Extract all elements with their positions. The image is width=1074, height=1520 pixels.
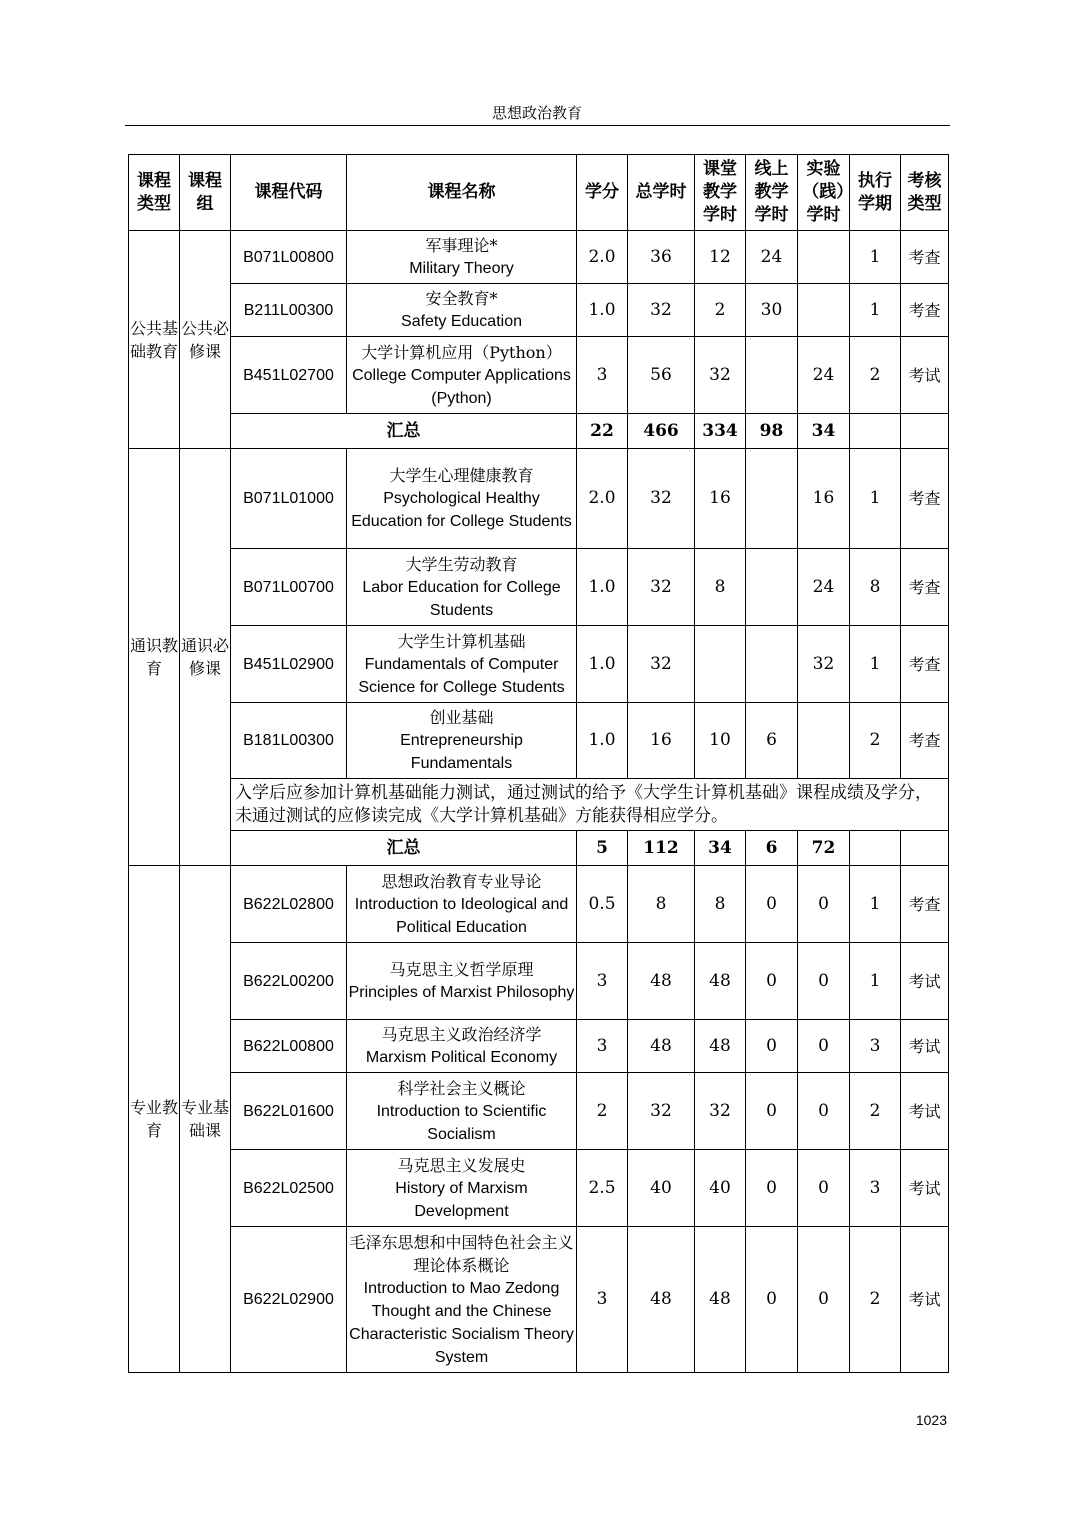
course-credit: 3 (577, 943, 628, 1020)
course-class: 48 (695, 943, 746, 1020)
course-lab: 24 (798, 337, 850, 414)
course-group-cell: 公共必修课 (180, 231, 231, 449)
course-lab (798, 231, 850, 284)
header-rule (125, 125, 950, 126)
course-total: 48 (628, 1020, 695, 1073)
course-type-cell: 通识教育 (129, 449, 180, 866)
course-credit: 2.0 (577, 449, 628, 549)
course-name-en: Introduction to Scientific Socialism (376, 1102, 547, 1143)
table-row (129, 866, 949, 943)
course-class: 32 (695, 1073, 746, 1150)
col-header: 课程类型 (129, 155, 180, 231)
course-class: 10 (695, 703, 746, 779)
course-lab: 0 (798, 1227, 850, 1373)
col-header: 总学时 (628, 155, 695, 231)
total-class: 34 (695, 831, 746, 866)
table-row (129, 449, 949, 549)
course-total: 48 (628, 1227, 695, 1373)
total-lab: 34 (798, 414, 850, 449)
total-online: 6 (746, 831, 798, 866)
course-online: 0 (746, 943, 798, 1020)
course-class: 48 (695, 1020, 746, 1073)
total-empty (901, 831, 949, 866)
col-header: 课程代码 (231, 155, 347, 231)
course-name-cell (347, 337, 577, 414)
course-total: 32 (628, 449, 695, 549)
course-class: 40 (695, 1150, 746, 1227)
course-name-zh: 大学计算机应用（Python） (361, 342, 562, 362)
course-name-zh: 马克思主义发展史 (397, 1155, 526, 1175)
course-lab: 0 (798, 866, 850, 943)
table-row (129, 1073, 949, 1150)
course-online (746, 337, 798, 414)
course-name-cell (347, 449, 577, 549)
course-name-cell (347, 549, 577, 626)
course-class: 48 (695, 1227, 746, 1373)
course-code: B071L01000 (231, 449, 347, 549)
course-name-en: Entrepreneurship Fundamentals (400, 732, 523, 772)
course-code: B622L02800 (231, 866, 347, 943)
table-row (129, 1150, 949, 1227)
course-name-zh: 大学生劳动教育 (405, 554, 518, 574)
total-online: 98 (746, 414, 798, 449)
course-name-zh: 毛泽东思想和中国特色社会主义理论体系概论 (349, 1232, 574, 1275)
course-name-en: Principles of Marxist Philosophy (348, 984, 575, 1001)
note-row (129, 779, 949, 831)
course-class (695, 626, 746, 703)
course-code: B622L00800 (231, 1020, 347, 1073)
course-term: 1 (850, 866, 901, 943)
course-exam-type: 考查 (901, 626, 949, 703)
course-total: 36 (628, 231, 695, 284)
course-online (746, 549, 798, 626)
table-header-row (129, 155, 949, 231)
course-credit: 0.5 (577, 866, 628, 943)
course-name-zh: 科学社会主义概论 (397, 1078, 526, 1098)
table-row (129, 1020, 949, 1073)
course-exam-type: 考查 (901, 284, 949, 337)
col-header: 课程组 (180, 155, 231, 231)
course-online: 24 (746, 231, 798, 284)
course-term: 2 (850, 337, 901, 414)
course-name-zh: 创业基础 (429, 708, 494, 727)
course-total: 32 (628, 1073, 695, 1150)
course-type-cell: 公共基础教育 (129, 231, 180, 449)
course-total: 8 (628, 866, 695, 943)
course-name-en: History of Marxism Development (395, 1179, 528, 1220)
course-group-cell: 专业基础课 (180, 866, 231, 1373)
course-exam-type: 考查 (901, 549, 949, 626)
total-empty (850, 414, 901, 449)
course-total: 40 (628, 1150, 695, 1227)
total-credit: 22 (577, 414, 628, 449)
total-empty (850, 831, 901, 866)
course-credit: 2.0 (577, 231, 628, 284)
course-term: 3 (850, 1020, 901, 1073)
course-total: 56 (628, 337, 695, 414)
course-code: B451L02700 (231, 337, 347, 414)
course-lab: 16 (798, 449, 850, 549)
course-code: B622L02900 (231, 1227, 347, 1373)
table-row (129, 284, 949, 337)
total-total: 112 (628, 831, 695, 866)
course-exam-type: 考试 (901, 1227, 949, 1373)
course-name-cell (347, 1227, 577, 1373)
course-name-cell (347, 284, 577, 337)
course-code: B181L00300 (231, 703, 347, 779)
course-lab: 0 (798, 1073, 850, 1150)
col-header: 线上教学学时 (746, 155, 798, 231)
course-name-zh: 思想政治教育专业导论 (381, 871, 542, 891)
course-exam-type: 考查 (901, 866, 949, 943)
course-code: B071L00800 (231, 231, 347, 284)
course-credit: 2 (577, 1073, 628, 1150)
course-name-en: Introduction to Mao Zedong Thought and the Chinese Characteristic Socialism Theory System (349, 1279, 574, 1366)
page-header: 思想政治教育 (491, 104, 582, 122)
course-credit: 1.0 (577, 284, 628, 337)
course-online: 0 (746, 866, 798, 943)
course-exam-type: 考试 (901, 1073, 949, 1150)
course-name-zh: 马克思主义哲学原理 (389, 960, 534, 979)
course-name-cell (347, 231, 577, 284)
course-lab: 32 (798, 626, 850, 703)
course-term: 2 (850, 1227, 901, 1373)
total-row (129, 414, 949, 449)
course-name-zh: 大学生心理健康教育 (389, 466, 534, 485)
total-label: 汇总 (231, 414, 577, 449)
table-row (129, 337, 949, 414)
course-class: 12 (695, 231, 746, 284)
curriculum-table (128, 154, 949, 1373)
course-name-en: Marxism Political Economy (365, 1049, 558, 1066)
course-online (746, 626, 798, 703)
course-type-cell: 专业教育 (129, 866, 180, 1373)
col-header: 实验（践）学时 (798, 155, 850, 231)
course-credit: 1.0 (577, 703, 628, 779)
section-note: 入学后应参加计算机基础能力测试，通过测试的给予《大学生计算机基础》课程成绩及学分，未通过测试的应修读完成《大学计算机基础》方能获得相应学分。 (231, 779, 949, 831)
course-exam-type: 考试 (901, 943, 949, 1020)
course-name-zh: 安全教育* (425, 289, 498, 308)
course-name-cell (347, 703, 577, 779)
course-lab (798, 284, 850, 337)
total-empty (901, 414, 949, 449)
total-label: 汇总 (231, 831, 577, 866)
course-online: 0 (746, 1150, 798, 1227)
course-exam-type: 考试 (901, 1150, 949, 1227)
course-code: B071L00700 (231, 549, 347, 626)
course-credit: 2.5 (577, 1150, 628, 1227)
course-name-en: Military Theory (409, 260, 514, 277)
course-term: 1 (850, 943, 901, 1020)
course-exam-type: 考试 (901, 337, 949, 414)
course-credit: 3 (577, 337, 628, 414)
course-credit: 1.0 (577, 549, 628, 626)
course-total: 32 (628, 626, 695, 703)
course-exam-type: 考试 (901, 1020, 949, 1073)
course-name-zh: 马克思主义政治经济学 (381, 1025, 542, 1044)
course-credit: 1.0 (577, 626, 628, 703)
course-code: B622L01600 (231, 1073, 347, 1150)
col-header: 学分 (577, 155, 628, 231)
course-class: 16 (695, 449, 746, 549)
course-total: 48 (628, 943, 695, 1020)
course-name-cell (347, 626, 577, 703)
course-name-en: Fundamentals of Computer Science for College Students (358, 655, 565, 696)
table-row (129, 1227, 949, 1373)
course-credit: 3 (577, 1227, 628, 1373)
course-term: 1 (850, 449, 901, 549)
table-row (129, 231, 949, 284)
course-class: 32 (695, 337, 746, 414)
course-term: 2 (850, 1073, 901, 1150)
course-name-zh: 大学生计算机基础 (397, 631, 526, 651)
course-class: 8 (695, 549, 746, 626)
course-credit: 3 (577, 1020, 628, 1073)
col-header: 执行学期 (850, 155, 901, 231)
course-code: B622L02500 (231, 1150, 347, 1227)
course-name-en: Labor Education for College Students (362, 578, 561, 619)
total-lab: 72 (798, 831, 850, 866)
course-name-cell (347, 1073, 577, 1150)
table-row (129, 549, 949, 626)
course-online (746, 449, 798, 549)
course-online: 0 (746, 1227, 798, 1373)
total-total: 466 (628, 414, 695, 449)
course-code: B211L00300 (231, 284, 347, 337)
total-class: 334 (695, 414, 746, 449)
col-header: 课程名称 (347, 155, 577, 231)
course-term: 8 (850, 549, 901, 626)
course-name-en: College Computer Applications (Python) (352, 366, 571, 407)
table-row (129, 943, 949, 1020)
course-lab: 24 (798, 549, 850, 626)
course-name-zh: 军事理论* (425, 236, 498, 255)
course-term: 1 (850, 626, 901, 703)
table-row (129, 703, 949, 779)
course-online: 0 (746, 1020, 798, 1073)
col-header: 课堂教学学时 (695, 155, 746, 231)
col-header: 考核类型 (901, 155, 949, 231)
course-exam-type: 考查 (901, 703, 949, 779)
table-row (129, 626, 949, 703)
course-total: 16 (628, 703, 695, 779)
course-name-cell (347, 1020, 577, 1073)
course-name-en: Psychological Healthy Education for College Students (351, 490, 572, 530)
course-lab: 0 (798, 1020, 850, 1073)
course-online: 0 (746, 1073, 798, 1150)
course-total: 32 (628, 284, 695, 337)
course-exam-type: 考查 (901, 231, 949, 284)
course-lab: 0 (798, 943, 850, 1020)
course-name-en: Safety Education (401, 313, 522, 330)
course-name-en: Introduction to Ideological and Political Education (354, 895, 569, 936)
total-credit: 5 (577, 831, 628, 866)
course-online: 6 (746, 703, 798, 779)
course-code: B622L00200 (231, 943, 347, 1020)
course-term: 1 (850, 284, 901, 337)
page-number: 1023 (915, 1412, 947, 1428)
course-name-cell (347, 866, 577, 943)
course-online: 30 (746, 284, 798, 337)
course-total: 32 (628, 549, 695, 626)
course-exam-type: 考查 (901, 449, 949, 549)
course-class: 8 (695, 866, 746, 943)
course-lab: 0 (798, 1150, 850, 1227)
course-class: 2 (695, 284, 746, 337)
course-name-cell (347, 1150, 577, 1227)
course-code: B451L02900 (231, 626, 347, 703)
course-term: 3 (850, 1150, 901, 1227)
course-lab (798, 703, 850, 779)
course-group-cell: 通识必修课 (180, 449, 231, 866)
total-row (129, 831, 949, 866)
course-name-cell (347, 943, 577, 1020)
course-term: 1 (850, 231, 901, 284)
course-term: 2 (850, 703, 901, 779)
